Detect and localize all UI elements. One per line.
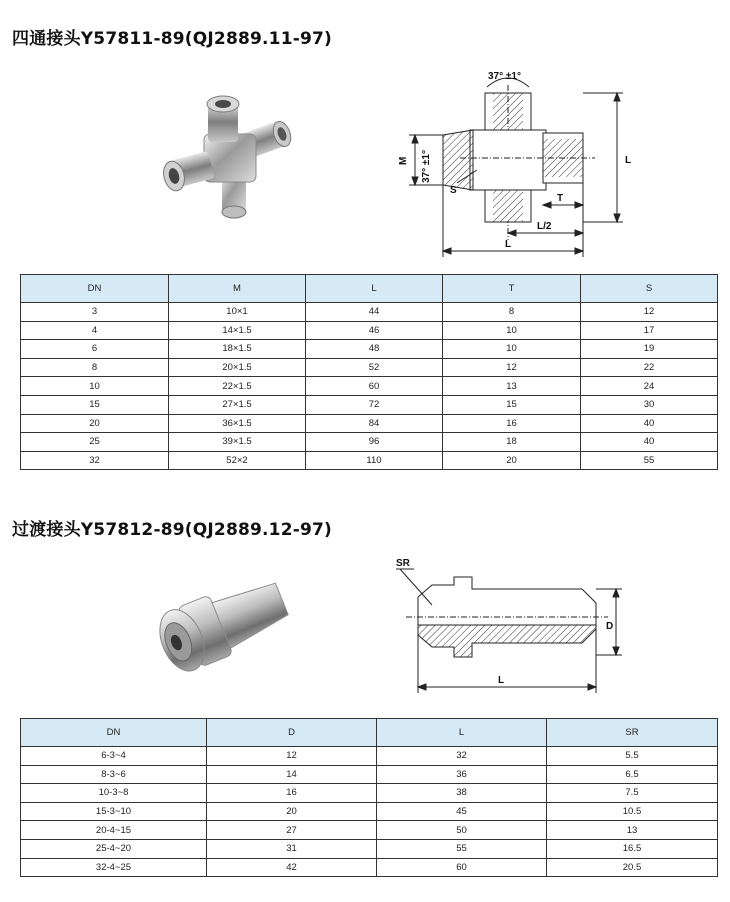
column-header-sr: SR [547,719,718,747]
table-row [21,821,718,840]
table-cell: 24 [581,377,718,396]
table-header-row [21,275,718,303]
column-header-t: T [443,275,581,303]
cross-fitting-table [20,274,718,470]
table-cell: 19 [581,340,718,359]
table-cell: 32 [21,451,169,470]
table-cell: 10 [443,321,581,340]
table-cell: 60 [377,858,547,877]
table-cell: 40 [581,414,718,433]
table-cell: 20-4~15 [21,821,207,840]
table-cell: 10 [21,377,169,396]
table-row [21,765,718,784]
table-cell: 110 [306,451,443,470]
table-cell: 27×1.5 [169,395,306,414]
table-cell: 72 [306,395,443,414]
table-cell: 15 [443,395,581,414]
drawing2-l: L [498,675,505,686]
table-cell: 3 [21,303,169,322]
table-cell: 17 [581,321,718,340]
table-cell: 22 [581,358,718,377]
table-row [21,377,718,396]
drawing1-t: T [557,193,564,204]
table-cell: 10.5 [547,802,718,821]
table-row [21,839,718,858]
column-header-d: D [207,719,377,747]
table-cell: 48 [306,340,443,359]
adapter-drawing [392,555,632,700]
table-row [21,433,718,452]
column-header-m: M [169,275,306,303]
table-cell: 20 [443,451,581,470]
drawing2-sr: SR [396,558,410,569]
table-cell: 25-4~20 [21,839,207,858]
table-cell: 12 [581,303,718,322]
table-cell: 60 [306,377,443,396]
table-header-row [21,719,718,747]
table-cell: 18 [443,433,581,452]
adapter-photo [148,570,298,685]
table-cell: 45 [377,802,547,821]
table-cell: 7.5 [547,784,718,803]
table-cell: 16 [207,784,377,803]
table-cell: 8-3~6 [21,765,207,784]
table-cell: 32 [377,747,547,766]
drawing2-d: D [606,621,614,632]
table-row [21,784,718,803]
table-cell: 32-4~25 [21,858,207,877]
table-cell: 5.5 [547,747,718,766]
table-cell: 25 [21,433,169,452]
table-row [21,358,718,377]
drawing1-angle-left: 37° ±1° [421,150,432,183]
table-cell: 20 [21,414,169,433]
table-cell: 15-3~10 [21,802,207,821]
table-row [21,858,718,877]
table-cell: 30 [581,395,718,414]
table-row [21,414,718,433]
table-cell: 36 [377,765,547,784]
column-header-dn: DN [21,275,169,303]
table-row [21,802,718,821]
table-row [21,303,718,322]
table-cell: 10 [443,340,581,359]
table-cell: 52×2 [169,451,306,470]
table-cell: 36×1.5 [169,414,306,433]
table-cell: 12 [443,358,581,377]
table-cell: 10×1 [169,303,306,322]
table-cell: 6-3~4 [21,747,207,766]
table-cell: 50 [377,821,547,840]
table-cell: 16 [443,414,581,433]
table-cell: 8 [443,303,581,322]
table-cell: 38 [377,784,547,803]
table-cell: 8 [21,358,169,377]
table-cell: 13 [443,377,581,396]
drawing1-s: S [450,185,457,196]
table-cell: 20.5 [547,858,718,877]
table-cell: 6.5 [547,765,718,784]
table-cell: 55 [377,839,547,858]
table-cell: 12 [207,747,377,766]
column-header-l: L [377,719,547,747]
table-row [21,451,718,470]
table-row [21,747,718,766]
table-cell: 20 [207,802,377,821]
table-cell: 84 [306,414,443,433]
adapter-table [20,718,718,877]
column-header-l: L [306,275,443,303]
cross-fitting-photo [160,90,300,230]
table-cell: 14 [207,765,377,784]
section-2-title: 过渡接头Y57812-89(QJ2889.12-97) [12,520,333,540]
table-cell: 96 [306,433,443,452]
table-cell: 22×1.5 [169,377,306,396]
table-cell: 44 [306,303,443,322]
table-cell: 13 [547,821,718,840]
table-cell: 40 [581,433,718,452]
table-cell: 15 [21,395,169,414]
table-cell: 20×1.5 [169,358,306,377]
drawing1-l-half: L/2 [537,221,552,232]
drawing1-m: M [398,156,409,165]
section-1-title: 四通接头Y57811-89(QJ2889.11-97) [12,29,333,49]
drawing1-l-bottom: L [505,239,512,250]
table-cell: 52 [306,358,443,377]
table-row [21,321,718,340]
column-header-s: S [581,275,718,303]
table-cell: 14×1.5 [169,321,306,340]
table-cell: 16.5 [547,839,718,858]
table-cell: 42 [207,858,377,877]
table-cell: 10-3~8 [21,784,207,803]
table-cell: 46 [306,321,443,340]
cross-fitting-drawing [395,65,640,265]
table-cell: 27 [207,821,377,840]
drawing1-angle-top: 37° ±1° [488,71,521,82]
table-cell: 18×1.5 [169,340,306,359]
table-cell: 4 [21,321,169,340]
drawing1-l-right: L [625,155,632,166]
table-cell: 31 [207,839,377,858]
table-cell: 39×1.5 [169,433,306,452]
table-row [21,340,718,359]
table-cell: 55 [581,451,718,470]
table-cell: 6 [21,340,169,359]
column-header-dn: DN [21,719,207,747]
table-row [21,395,718,414]
